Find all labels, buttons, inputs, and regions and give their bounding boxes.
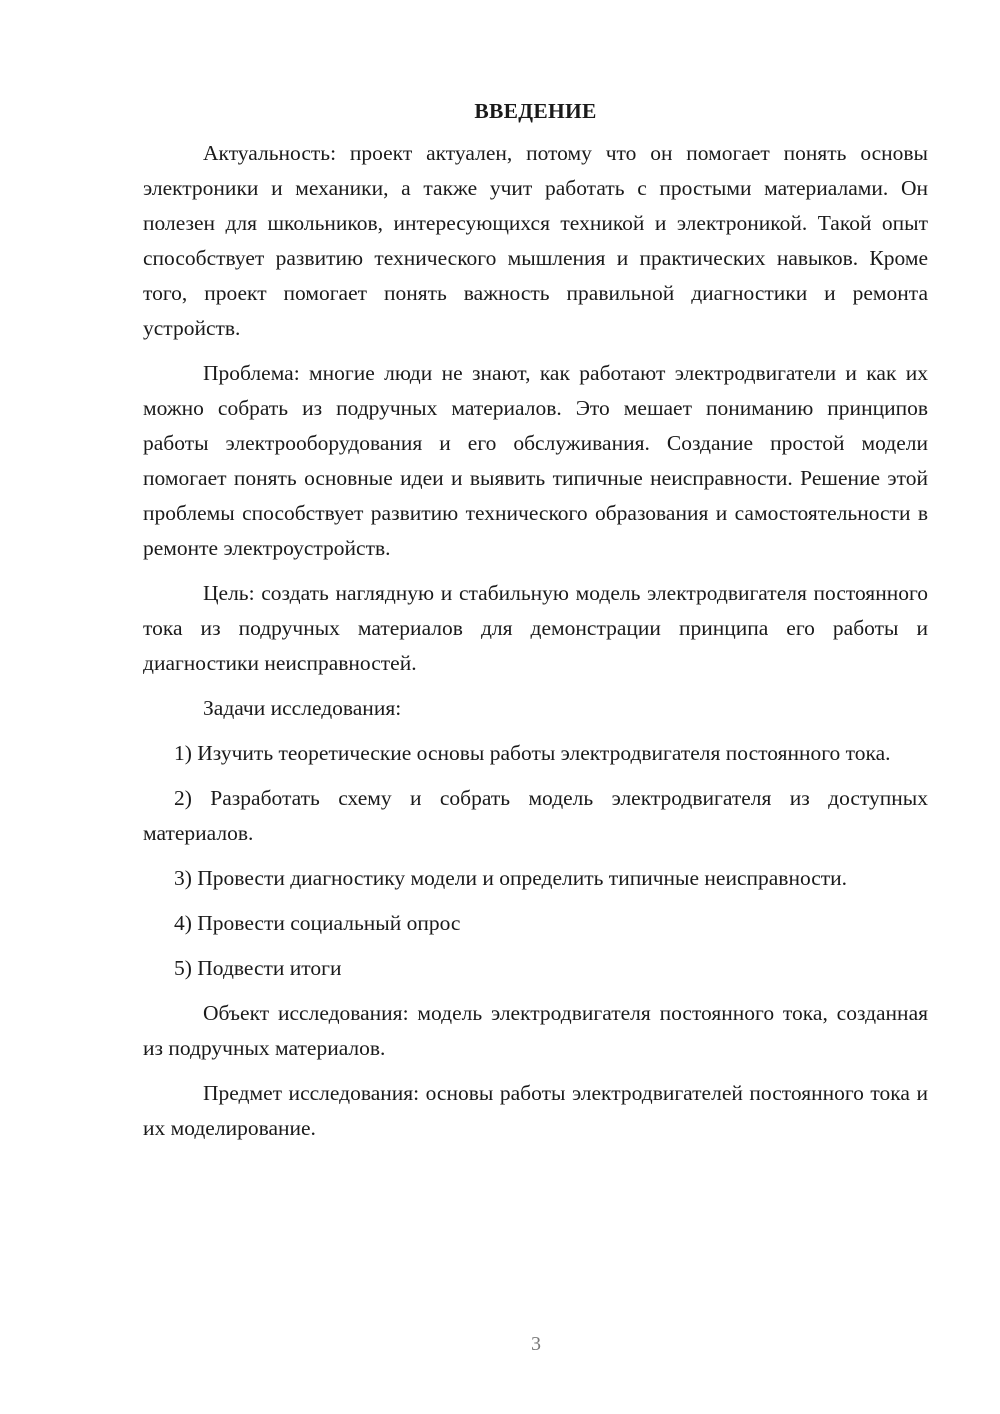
task-item: 5) Подвести итоги: [174, 956, 342, 980]
page-content: [143, 96, 928, 1156]
subject-paragraph: Предмет исследования: основы работы электродвигателей постоянного тока и их моделирование.: [143, 1081, 928, 1140]
object-paragraph: Объект исследования: модель электродвигателя постоянного тока, созданная из подручных материалов.: [143, 1001, 928, 1060]
goal-paragraph: Цель: создать наглядную и стабильную модель электродвигателя постоянного тока из подручных материалов для демонстрации принципа его работы и диагностики неисправностей.: [143, 581, 928, 675]
task-item: 4) Провести социальный опрос: [174, 911, 461, 935]
task-item: 1) Изучить теоретические основы работы электродвигателя постоянного тока.: [174, 741, 891, 765]
page-number: 3: [531, 1333, 541, 1355]
task-item: 2) Разработать схему и собрать модель электродвигателя из доступных материалов.: [143, 786, 928, 845]
problem-paragraph: Проблема: многие люди не знают, как работают электродвигатели и как их можно собрать из подручных материалов. Это мешает пониманию принципов работы электрооборудования и его обслуживания. Создание простой модели помогает понять основные идеи и выявить типичные неисправности. Решение этой проблемы способствует развитию технического образования и самостоятельности в ремонте электроустройств.: [143, 361, 928, 560]
task-item: 3) Провести диагностику модели и определить типичные неисправности.: [174, 866, 848, 890]
section-title: ВВЕДЕНИЕ: [474, 99, 597, 123]
tasks-heading: Задачи исследования:: [203, 696, 402, 720]
relevance-paragraph: Актуальность: проект актуален, потому что он помогает понять основы электроники и механики, а также учит работать с простыми материалами. Он полезен для школьников, интересующихся техникой и электроникой. Такой опыт способствует развитию технического мышления и практических навыков. Кроме того, проект помогает понять важность правильной диагностики и ремонта устройств.: [143, 141, 928, 340]
